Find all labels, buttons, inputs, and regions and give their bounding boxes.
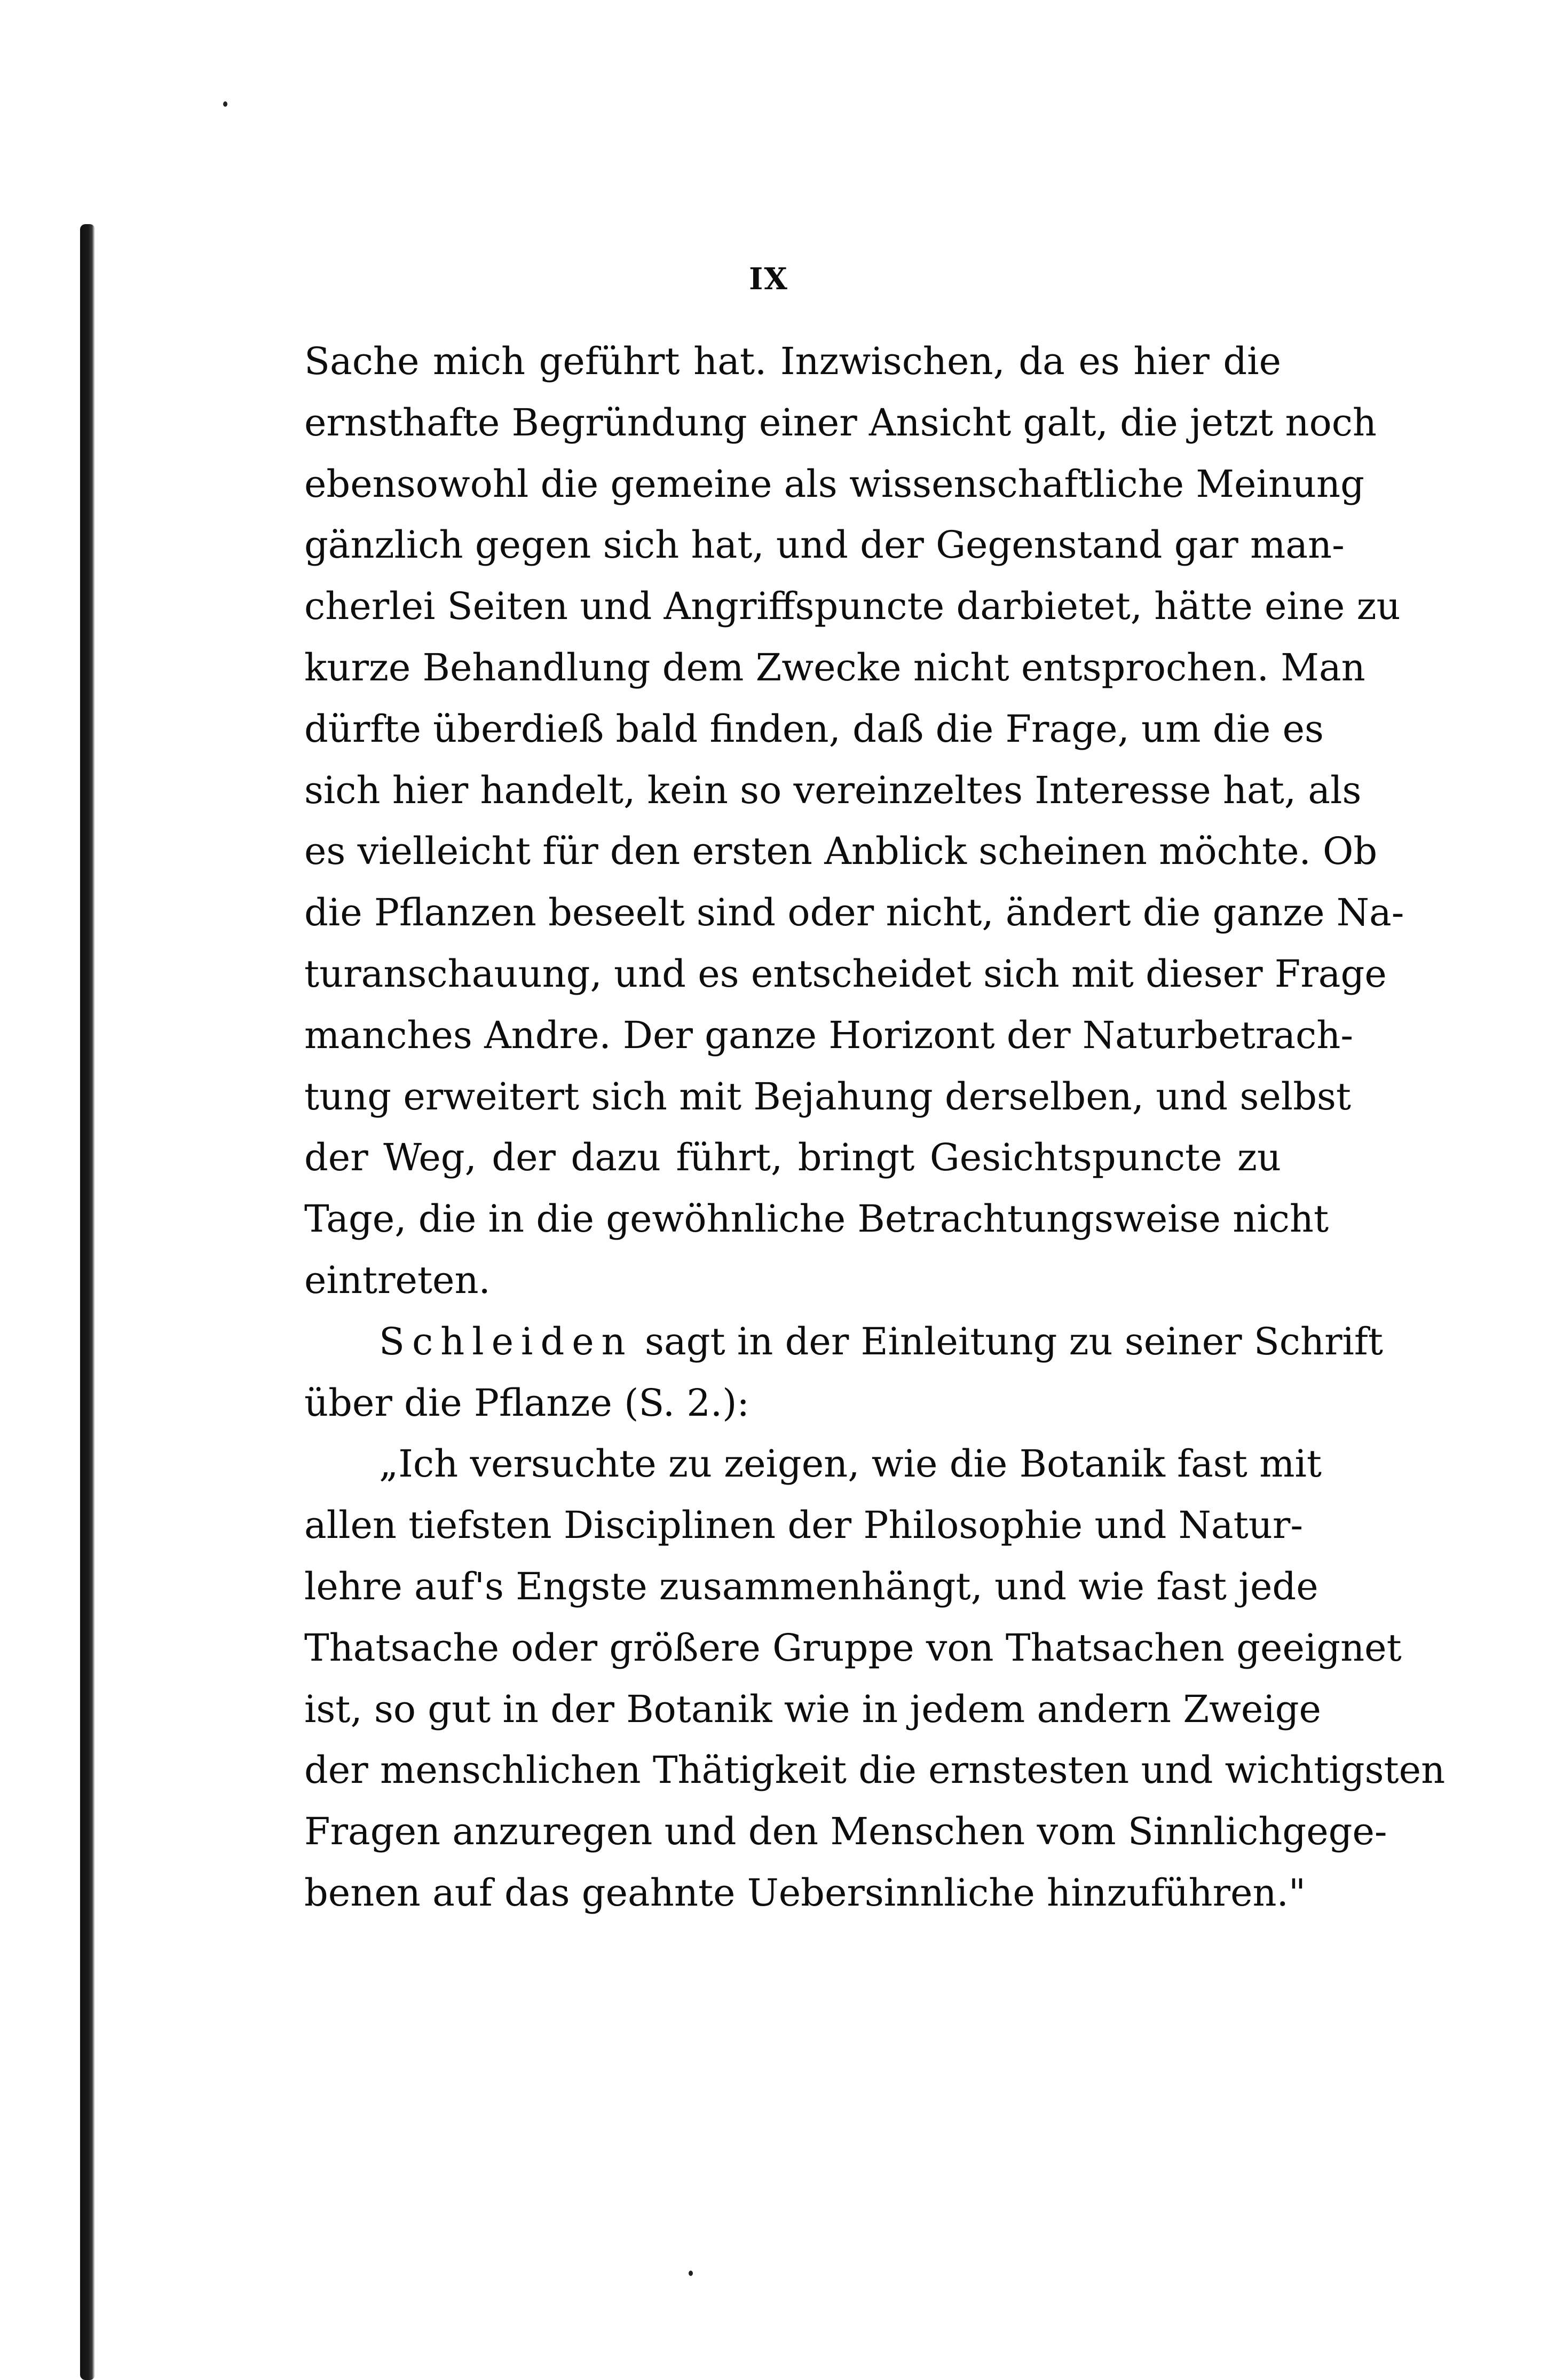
text-line: ist, so gut in der Botanik wie in jedem andern Zweige — [304, 1687, 1321, 1731]
paragraph — [304, 1311, 1383, 1434]
text-line: manches Andre. Der ganze Horizont der Naturbetrach- — [304, 1013, 1353, 1057]
text-line: die Pflanzen beseelt sind oder nicht, ändert die ganze Na- — [304, 891, 1404, 935]
text-line: gänzlich gegen sich hat, und der Gegenstand gar man- — [304, 523, 1345, 567]
text-line: dürfte überdieß bald finden, daß die Frage, um die es — [304, 707, 1324, 751]
text-line: „Ich versuchte zu zeigen, wie die Botanik fast mit — [379, 1442, 1322, 1486]
text-line: eintreten. — [304, 1258, 491, 1302]
author-name: Schleiden — [379, 1319, 633, 1363]
text-line: turanschauung, und es entscheidet sich mit dieser Frage — [304, 951, 1387, 996]
text-line — [304, 1311, 1383, 1373]
ink-speck — [689, 2271, 693, 2276]
text-line: der Weg, der dazu führt, bringt Gesichtspuncte zu — [304, 1136, 1281, 1180]
text-line: es vielleicht für den ersten Anblick scheinen möchte. Ob — [304, 829, 1378, 874]
text-line: Fragen anzuregen und den Menschen vom Sinnlichgege- — [304, 1810, 1387, 1854]
text-line: Thatsache oder größere Gruppe von Thatsachen geeignet — [304, 1625, 1402, 1670]
text-line: lehre auf's Engste zusammenhängt, und wie fast jede — [304, 1564, 1318, 1608]
ink-speck — [223, 101, 227, 107]
body-text — [304, 331, 1446, 1924]
text-line: Sache mich geführt hat. Inzwischen, da es hier die — [304, 339, 1281, 383]
text-line: cherlei Seiten und Angriffspuncte darbietet, hätte eine zu — [304, 584, 1401, 629]
text-line: sich hier handelt, kein so vereinzeltes Interesse hat, als — [304, 768, 1362, 812]
text-line: ebensowohl die gemeine als wissenschaftliche Meinung — [304, 462, 1364, 506]
text-line: der menschlichen Thätigkeit die ernstesten und wichtigsten — [304, 1748, 1446, 1792]
text-line: allen tiefsten Disciplinen der Philosophie und Natur- — [304, 1503, 1303, 1548]
text-line: über die Pflanze (S. 2.): — [304, 1381, 750, 1425]
paragraph — [304, 331, 1404, 1311]
text-line: tung erweitert sich mit Bejahung derselben, und selbst — [304, 1074, 1352, 1118]
page-binding-edge — [80, 224, 95, 2380]
text-span: sagt in der Einleitung zu seiner Schrift — [633, 1319, 1383, 1363]
text-line: Tage, die in die gewöhnliche Betrachtungsweise nicht — [304, 1197, 1329, 1241]
text-line: benen auf das geahnte Uebersinnliche hinzuführen." — [304, 1870, 1306, 1915]
text-line: kurze Behandlung dem Zwecke nicht entsprochen. Man — [304, 645, 1365, 689]
page-number: IX — [749, 261, 788, 297]
text-line: ernsthafte Begründung einer Ansicht galt, die jetzt noch — [304, 400, 1377, 445]
block-quote — [304, 1433, 1446, 1923]
